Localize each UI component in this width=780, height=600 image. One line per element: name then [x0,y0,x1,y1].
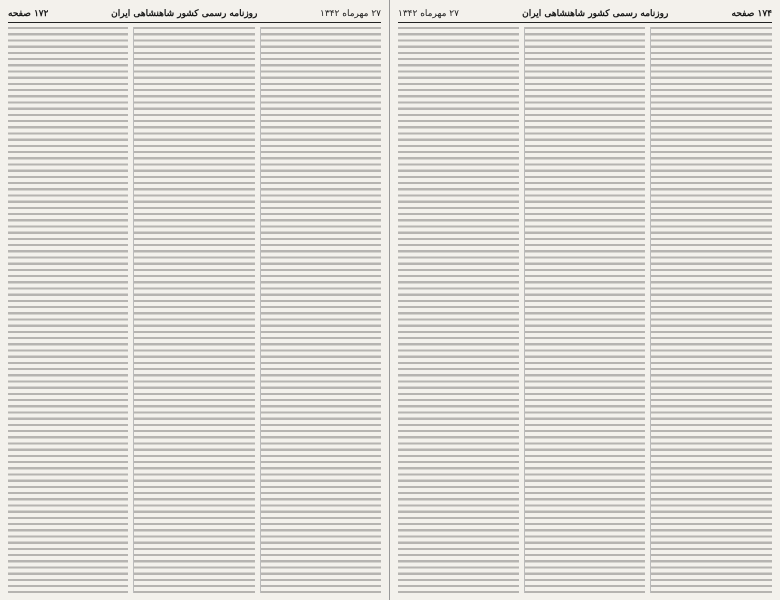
text-columns [8,27,381,593]
column-text [261,27,381,593]
column-text [398,27,519,593]
page-number: ۱۷۴ صفحه [731,9,772,19]
publication-title: روزنامه رسمی کشور شاهنشاهی ایران [522,9,669,19]
text-columns [398,27,772,593]
column-text [134,27,254,593]
text-column-3 [398,27,519,593]
text-column-2 [133,27,254,593]
issue-date: ۲۷ مهرماه ۱۳۴۲ [398,9,459,19]
column-text [525,27,646,593]
text-column-1 [650,27,772,593]
page-right [390,0,780,600]
text-column-2 [524,27,646,593]
text-column-3 [8,27,128,593]
issue-date: ۲۷ مهرماه ۱۳۴۲ [320,9,381,19]
column-text [651,27,772,593]
page-header [8,6,381,23]
publication-title: روزنامه رسمی کشور شاهنشاهی ایران [111,9,258,19]
page-header [398,6,772,23]
text-column-1 [260,27,381,593]
page-number: ۱۷۲ صفحه [8,9,49,19]
column-text [8,27,128,593]
